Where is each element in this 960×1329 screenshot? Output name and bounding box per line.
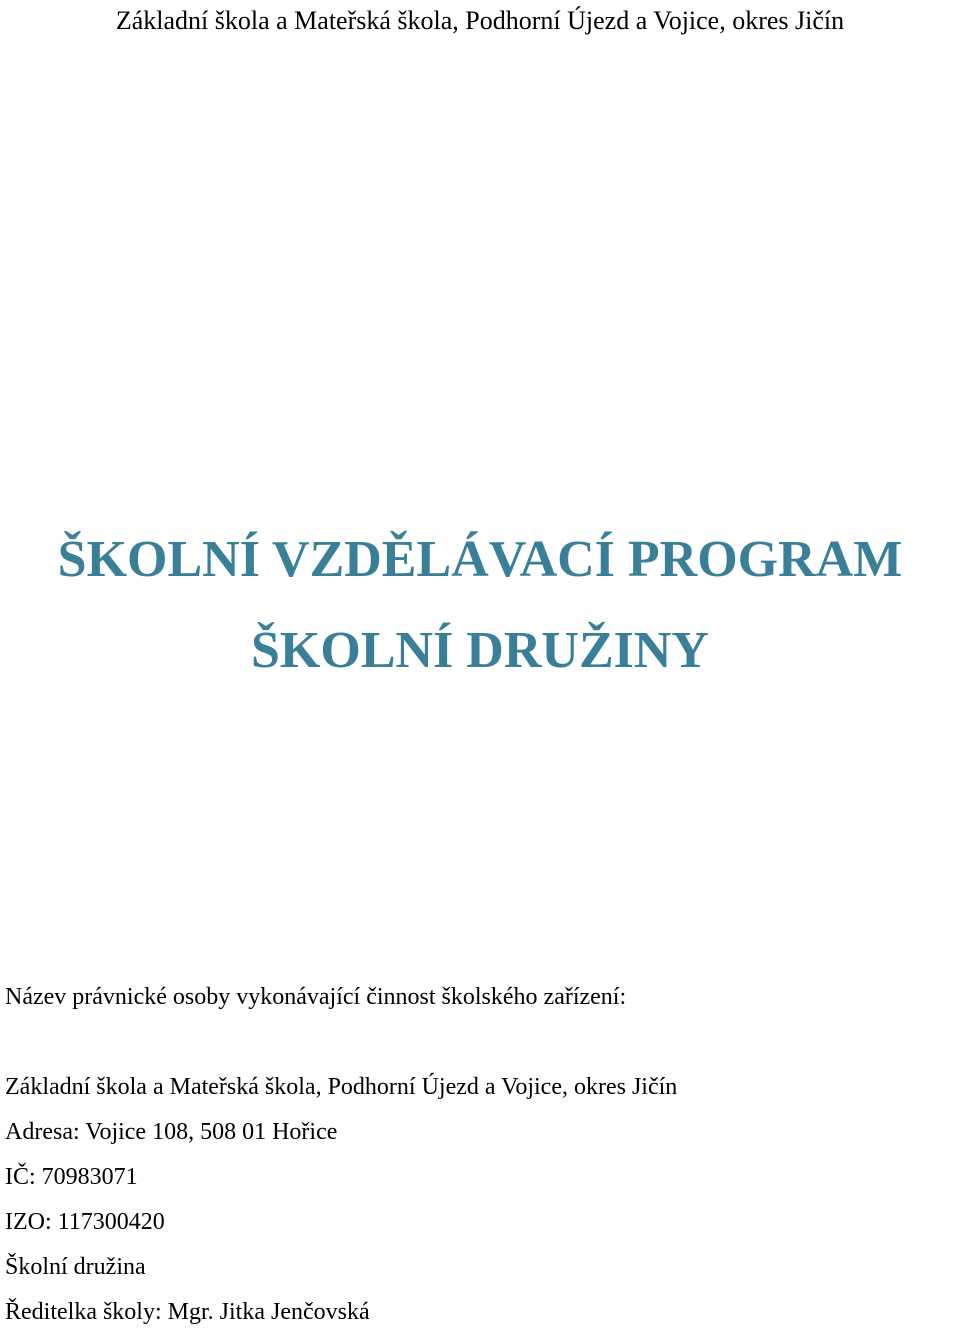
ic-line: IČ: 70983071: [5, 1164, 138, 1190]
facility-name: Školní družina: [5, 1254, 146, 1280]
legal-entity-label: Název právnické osoby vykonávající činnost školského zařízení:: [5, 984, 627, 1010]
address-line: Adresa: Vojice 108, 508 01 Hořice: [5, 1119, 338, 1145]
director-line: Ředitelka školy: Mgr. Jitka Jenčovská: [5, 1299, 370, 1325]
document-title-line-1: ŠKOLNÍ VZDĚLÁVACÍ PROGRAM: [57, 531, 903, 588]
document-title-line-2: ŠKOLNÍ DRUŽINY: [251, 622, 709, 679]
legal-entity-name: Základní škola a Mateřská škola, Podhorní Újezd a Vojice, okres Jičín: [5, 1074, 678, 1100]
izo-line: IZO: 117300420: [5, 1209, 165, 1235]
header-school-name: Základní škola a Mateřská škola, Podhorní Újezd a Vojice, okres Jičín: [115, 6, 845, 35]
